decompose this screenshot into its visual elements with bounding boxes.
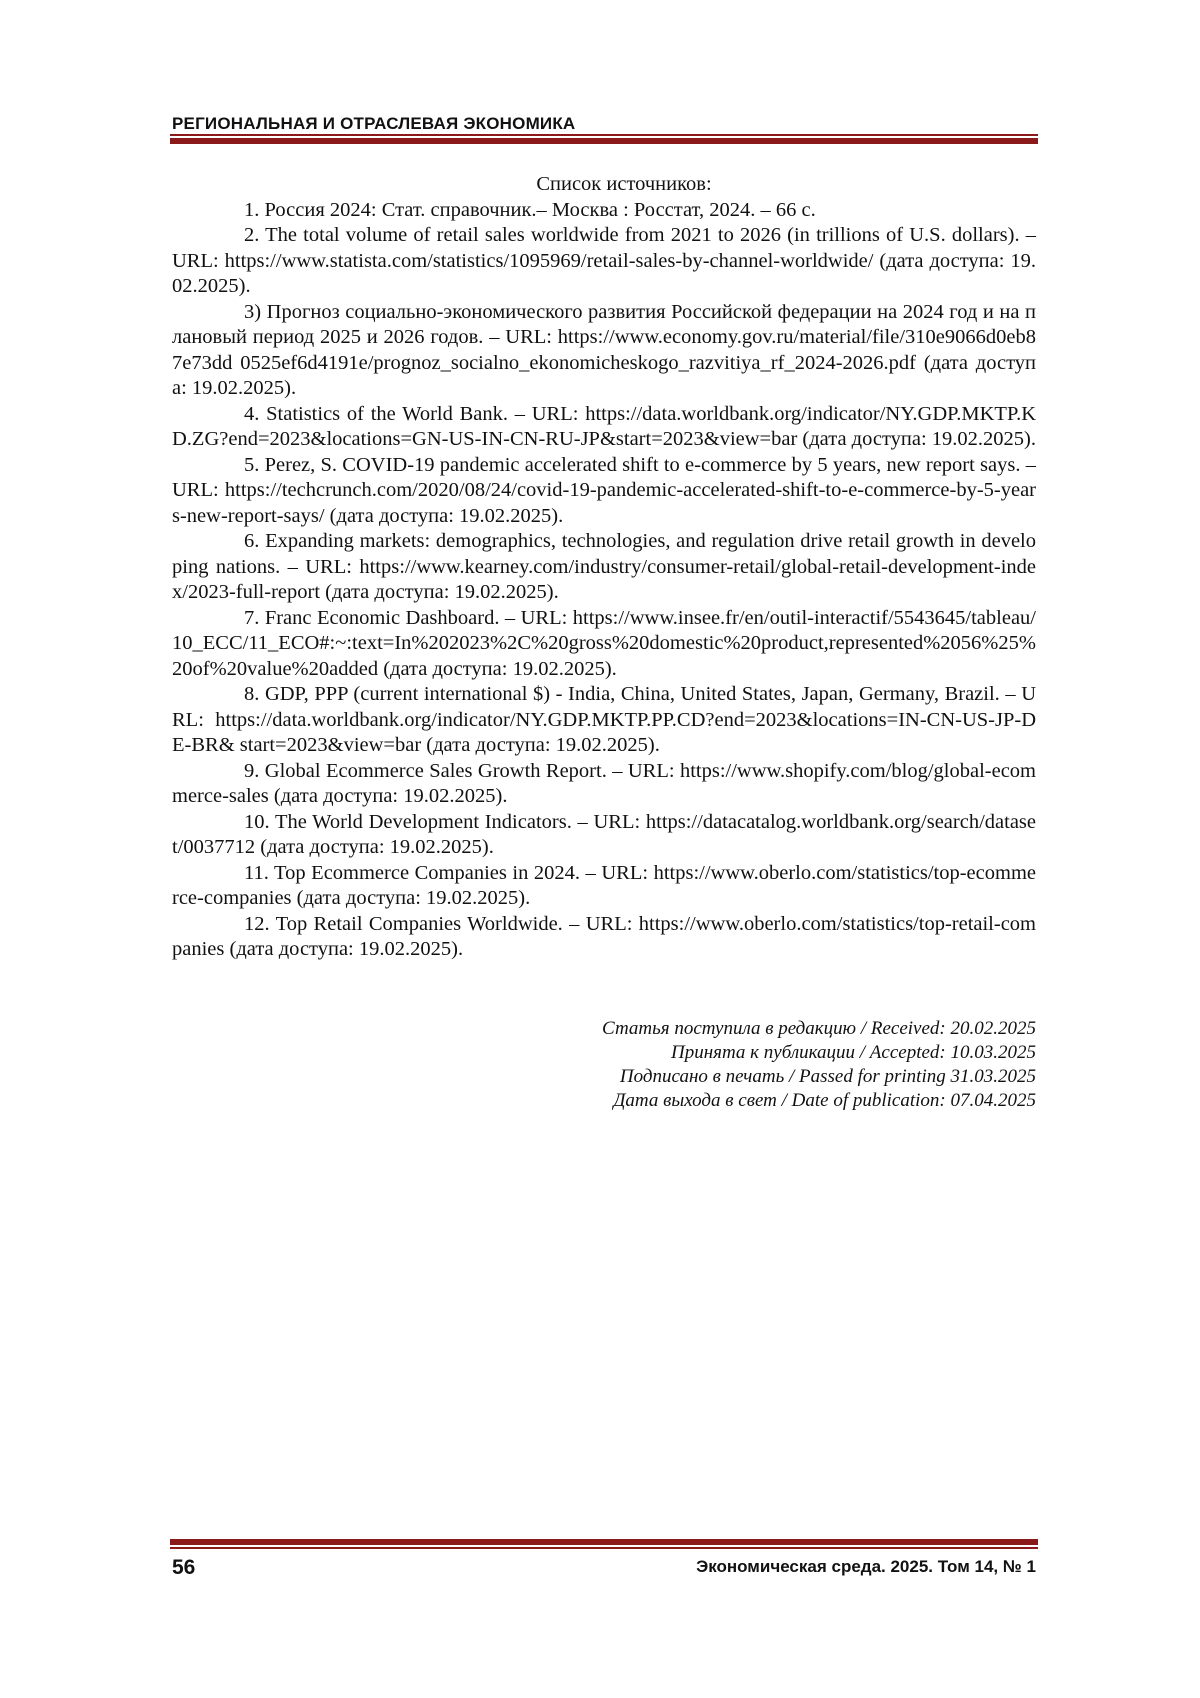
publication-dates	[602, 1017, 1036, 1113]
reference-item: 6. Expanding markets: demographics, technologies, and regulation drive retail growth in developing nations. – URL: https://www.kearney.com/industry/consumer-retail/global-retail-development-index/2023-full-report (дата доступа: 19.02.2025).	[172, 530, 1036, 603]
reference-item: 3) Прогноз социально-экономического развития Российской федерации на 2024 год и на плановый период 2025 и 2026 годов. – URL: https://www.economy.gov.ru/material/file/310e9066d0eb87e73dd 0525ef6d4191e/prognoz_socialno_ekonomicheskogo_razvitiya_rf_2024-2026.pdf (дата доступа: 19.02.2025).	[172, 300, 1036, 399]
reference-item: 11. Top Ecommerce Companies in 2024. – URL: https://www.oberlo.com/statistics/top-ecommerce-companies (дата доступа: 19.02.2025).	[172, 861, 1036, 909]
page-number: 56	[172, 1556, 196, 1579]
received-date: Статья поступила в редакцию / Received: 20.02.2025	[602, 1018, 1036, 1039]
references-title: Список источников:	[536, 173, 712, 195]
publication-date: Дата выхода в свет / Date of publication: 07.04.2025	[613, 1090, 1036, 1111]
running-head: РЕГИОНАЛЬНАЯ И ОТРАСЛЕВАЯ ЭКОНОМИКА	[172, 114, 576, 133]
header-rule	[170, 134, 1038, 144]
reference-item: 9. Global Ecommerce Sales Growth Report. – URL: https://www.shopify.com/blog/global-ecommerce-sales (дата доступа: 19.02.2025).	[172, 759, 1036, 807]
references-section	[172, 172, 1036, 963]
reference-item: 2. The total volume of retail sales worldwide from 2021 to 2026 (in trillions of U.S. dollars). – URL: https://www.statista.com/statistics/1095969/retail-sales-by-channel-worldwide/ (дата доступа: 19.02.2025).	[172, 224, 1036, 297]
reference-item: 4. Statistics of the World Bank. – URL: https://data.worldbank.org/indicator/NY.GDP.MKTP.KD.ZG?end=2023&locations=GN-US-IN-CN-RU-JP&start=2023&view=bar (дата доступа: 19.02.2025).	[172, 402, 1036, 450]
printing-date: Подписано в печать / Passed for printing 31.03.2025	[619, 1066, 1036, 1087]
reference-item: 12. Top Retail Companies Worldwide. – URL: https://www.oberlo.com/statistics/top-retail-companies (дата доступа: 19.02.2025).	[172, 912, 1036, 960]
reference-item: 8. GDP, PPP (current international $) - India, China, United States, Japan, Germany, Brazil. – URL: https://data.worldbank.org/indicator/NY.GDP.MKTP.PP.CD?end=2023&locations=IN-CN-US-JP-DE-BR& start=2023&view=bar (дата доступа: 19.02.2025).	[172, 683, 1036, 756]
reference-item: 5. Perez, S. COVID-19 pandemic accelerated shift to e-commerce by 5 years, new report says. – URL: https://techcrunch.com/2020/08/24/covid-19-pandemic-accelerated-shift-to-e-commerce-by-5-years-new-report-says/ (дата доступа: 19.02.2025).	[172, 453, 1036, 527]
journal-citation: Экономическая среда. 2025. Том 14, № 1	[696, 1557, 1036, 1576]
footer-rule	[170, 1539, 1038, 1549]
reference-item: 1. Россия 2024: Стат. справочник.– Москва : Росстат, 2024. – 66 с.	[244, 198, 816, 221]
reference-item: 10. The World Development Indicators. – URL: https://datacatalog.worldbank.org/search/dataset/0037712 (дата доступа: 19.02.2025).	[172, 810, 1036, 858]
accepted-date: Принята к публикации / Accepted: 10.03.2025	[670, 1042, 1036, 1063]
reference-item: 7. Franc Economic Dashboard. – URL: https://www.insee.fr/en/outil-interactif/5543645/tableau/10_ECC/11_ECO#:~:text=In%202023%2C%20gross%20domestic%20product,represented%2056%25%20of%20value%20added (дата доступа: 19.02.2025).	[172, 606, 1036, 680]
